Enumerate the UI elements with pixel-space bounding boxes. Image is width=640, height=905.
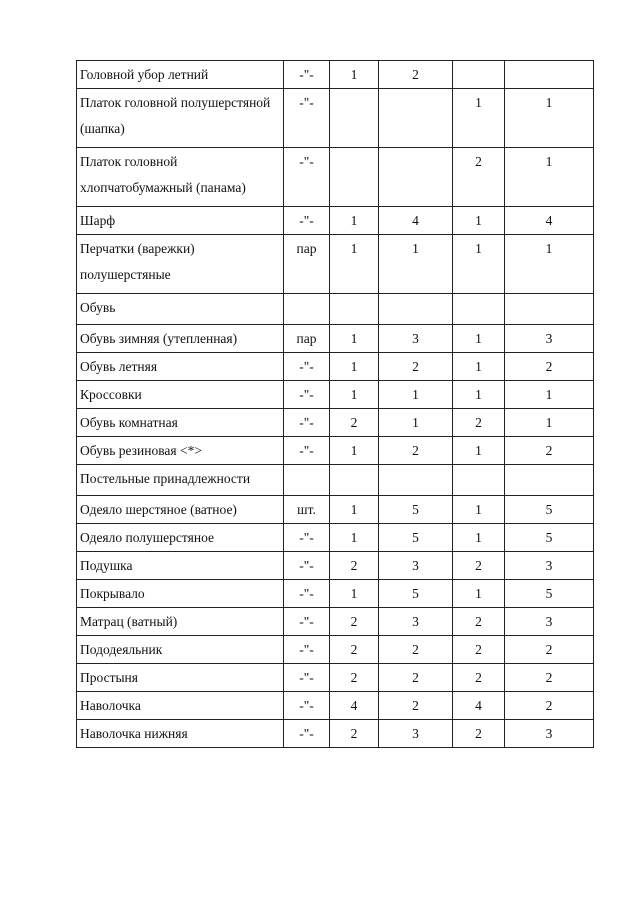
quantity-cell <box>330 294 379 325</box>
quantity-cell: 1 <box>330 353 379 381</box>
period-cell: 2 <box>505 664 594 692</box>
quantity-cell <box>453 61 505 89</box>
unit-cell: -"- <box>284 664 330 692</box>
period-cell: 5 <box>379 496 453 524</box>
table-row <box>77 608 594 636</box>
unit-cell: -"- <box>284 61 330 89</box>
quantity-cell: 2 <box>453 720 505 748</box>
table-row <box>77 409 594 437</box>
quantity-cell: 2 <box>453 636 505 664</box>
clothing-norms-table <box>76 60 594 748</box>
unit-cell <box>284 294 330 325</box>
period-cell: 2 <box>505 692 594 720</box>
table-row <box>77 61 594 89</box>
period-cell: 4 <box>505 207 594 235</box>
period-cell: 1 <box>379 409 453 437</box>
period-cell: 1 <box>379 381 453 409</box>
table-row <box>77 496 594 524</box>
table-row <box>77 720 594 748</box>
period-cell: 1 <box>505 148 594 207</box>
period-cell: 1 <box>379 235 453 294</box>
period-cell: 1 <box>505 235 594 294</box>
quantity-cell <box>453 465 505 496</box>
period-cell <box>505 465 594 496</box>
period-cell: 3 <box>379 608 453 636</box>
unit-cell: -"- <box>284 636 330 664</box>
period-cell: 3 <box>379 325 453 353</box>
period-cell: 5 <box>505 580 594 608</box>
unit-cell <box>284 465 330 496</box>
quantity-cell: 4 <box>330 692 379 720</box>
item-name-cell: Подушка <box>77 552 284 580</box>
quantity-cell: 1 <box>330 437 379 465</box>
item-name-cell: Пододеяльник <box>77 636 284 664</box>
quantity-cell: 2 <box>330 720 379 748</box>
quantity-cell: 1 <box>453 235 505 294</box>
quantity-cell: 2 <box>330 636 379 664</box>
quantity-cell: 1 <box>330 524 379 552</box>
item-name-cell: Наволочка нижняя <box>77 720 284 748</box>
quantity-cell: 1 <box>330 381 379 409</box>
item-name-cell: Наволочка <box>77 692 284 720</box>
period-cell <box>379 148 453 207</box>
period-cell: 2 <box>379 636 453 664</box>
item-name-cell: Простыня <box>77 664 284 692</box>
period-cell: 5 <box>379 524 453 552</box>
item-name-cell: Обувь летняя <box>77 353 284 381</box>
quantity-cell <box>453 294 505 325</box>
quantity-cell: 2 <box>453 608 505 636</box>
item-name-cell: Кроссовки <box>77 381 284 409</box>
period-cell: 2 <box>505 353 594 381</box>
quantity-cell: 4 <box>453 692 505 720</box>
quantity-cell: 1 <box>330 61 379 89</box>
unit-cell: -"- <box>284 720 330 748</box>
item-name-cell: Перчатки (варежки) полушерстяные <box>77 235 284 294</box>
period-cell: 3 <box>379 552 453 580</box>
table-row <box>77 353 594 381</box>
unit-cell: -"- <box>284 608 330 636</box>
quantity-cell: 1 <box>453 353 505 381</box>
quantity-cell: 1 <box>453 580 505 608</box>
period-cell: 5 <box>505 524 594 552</box>
table-row <box>77 580 594 608</box>
table-row <box>77 207 594 235</box>
table-row <box>77 148 594 207</box>
unit-cell: -"- <box>284 353 330 381</box>
period-cell: 1 <box>505 409 594 437</box>
period-cell: 2 <box>379 61 453 89</box>
quantity-cell: 2 <box>453 664 505 692</box>
period-cell: 2 <box>505 636 594 664</box>
period-cell: 2 <box>379 692 453 720</box>
table-row <box>77 89 594 148</box>
period-cell: 1 <box>505 89 594 148</box>
quantity-cell: 1 <box>453 437 505 465</box>
quantity-cell: 1 <box>453 381 505 409</box>
period-cell: 2 <box>379 664 453 692</box>
period-cell: 3 <box>505 720 594 748</box>
unit-cell: -"- <box>284 148 330 207</box>
quantity-cell: 2 <box>453 148 505 207</box>
period-cell: 2 <box>379 437 453 465</box>
unit-cell: -"- <box>284 524 330 552</box>
category-name-cell: Постельные принадлежности <box>77 465 284 496</box>
item-name-cell: Одеяло полушерстяное <box>77 524 284 552</box>
item-name-cell: Обувь зимняя (утепленная) <box>77 325 284 353</box>
quantity-cell: 1 <box>330 207 379 235</box>
table-row <box>77 692 594 720</box>
period-cell <box>505 294 594 325</box>
unit-cell: -"- <box>284 580 330 608</box>
unit-cell: -"- <box>284 409 330 437</box>
period-cell: 3 <box>379 720 453 748</box>
table-row <box>77 524 594 552</box>
period-cell: 5 <box>379 580 453 608</box>
quantity-cell: 2 <box>330 409 379 437</box>
table-row <box>77 325 594 353</box>
unit-cell: пар <box>284 325 330 353</box>
quantity-cell: 1 <box>453 524 505 552</box>
category-row <box>77 294 594 325</box>
unit-cell: -"- <box>284 437 330 465</box>
item-name-cell: Платок головной хлопчатобумажный (панама) <box>77 148 284 207</box>
unit-cell: -"- <box>284 89 330 148</box>
item-name-cell: Шарф <box>77 207 284 235</box>
table-row <box>77 235 594 294</box>
table-row <box>77 664 594 692</box>
item-name-cell: Платок головной полушерстяной (шапка) <box>77 89 284 148</box>
item-name-cell: Одеяло шерстяное (ватное) <box>77 496 284 524</box>
period-cell <box>505 61 594 89</box>
item-name-cell: Обувь комнатная <box>77 409 284 437</box>
table-body <box>77 61 594 748</box>
period-cell: 3 <box>505 325 594 353</box>
table-row <box>77 636 594 664</box>
quantity-cell: 1 <box>330 580 379 608</box>
table-row <box>77 437 594 465</box>
quantity-cell: 1 <box>453 207 505 235</box>
period-cell <box>379 294 453 325</box>
quantity-cell: 2 <box>453 409 505 437</box>
quantity-cell: 1 <box>330 496 379 524</box>
table-row <box>77 552 594 580</box>
unit-cell: -"- <box>284 381 330 409</box>
quantity-cell <box>330 465 379 496</box>
period-cell: 3 <box>505 608 594 636</box>
quantity-cell: 2 <box>330 664 379 692</box>
unit-cell: -"- <box>284 552 330 580</box>
item-name-cell: Головной убор летний <box>77 61 284 89</box>
item-name-cell: Обувь резиновая <*> <box>77 437 284 465</box>
period-cell: 1 <box>505 381 594 409</box>
quantity-cell: 1 <box>453 89 505 148</box>
quantity-cell <box>330 89 379 148</box>
table-row <box>77 381 594 409</box>
quantity-cell: 2 <box>330 552 379 580</box>
quantity-cell <box>330 148 379 207</box>
period-cell: 2 <box>379 353 453 381</box>
quantity-cell: 1 <box>453 496 505 524</box>
item-name-cell: Матрац (ватный) <box>77 608 284 636</box>
category-name-cell: Обувь <box>77 294 284 325</box>
period-cell: 2 <box>505 437 594 465</box>
quantity-cell: 1 <box>330 235 379 294</box>
unit-cell: шт. <box>284 496 330 524</box>
unit-cell: -"- <box>284 207 330 235</box>
period-cell <box>379 89 453 148</box>
category-row <box>77 465 594 496</box>
period-cell: 5 <box>505 496 594 524</box>
period-cell: 3 <box>505 552 594 580</box>
quantity-cell: 2 <box>453 552 505 580</box>
period-cell <box>379 465 453 496</box>
period-cell: 4 <box>379 207 453 235</box>
item-name-cell: Покрывало <box>77 580 284 608</box>
quantity-cell: 2 <box>330 608 379 636</box>
quantity-cell: 1 <box>330 325 379 353</box>
quantity-cell: 1 <box>453 325 505 353</box>
unit-cell: пар <box>284 235 330 294</box>
unit-cell: -"- <box>284 692 330 720</box>
